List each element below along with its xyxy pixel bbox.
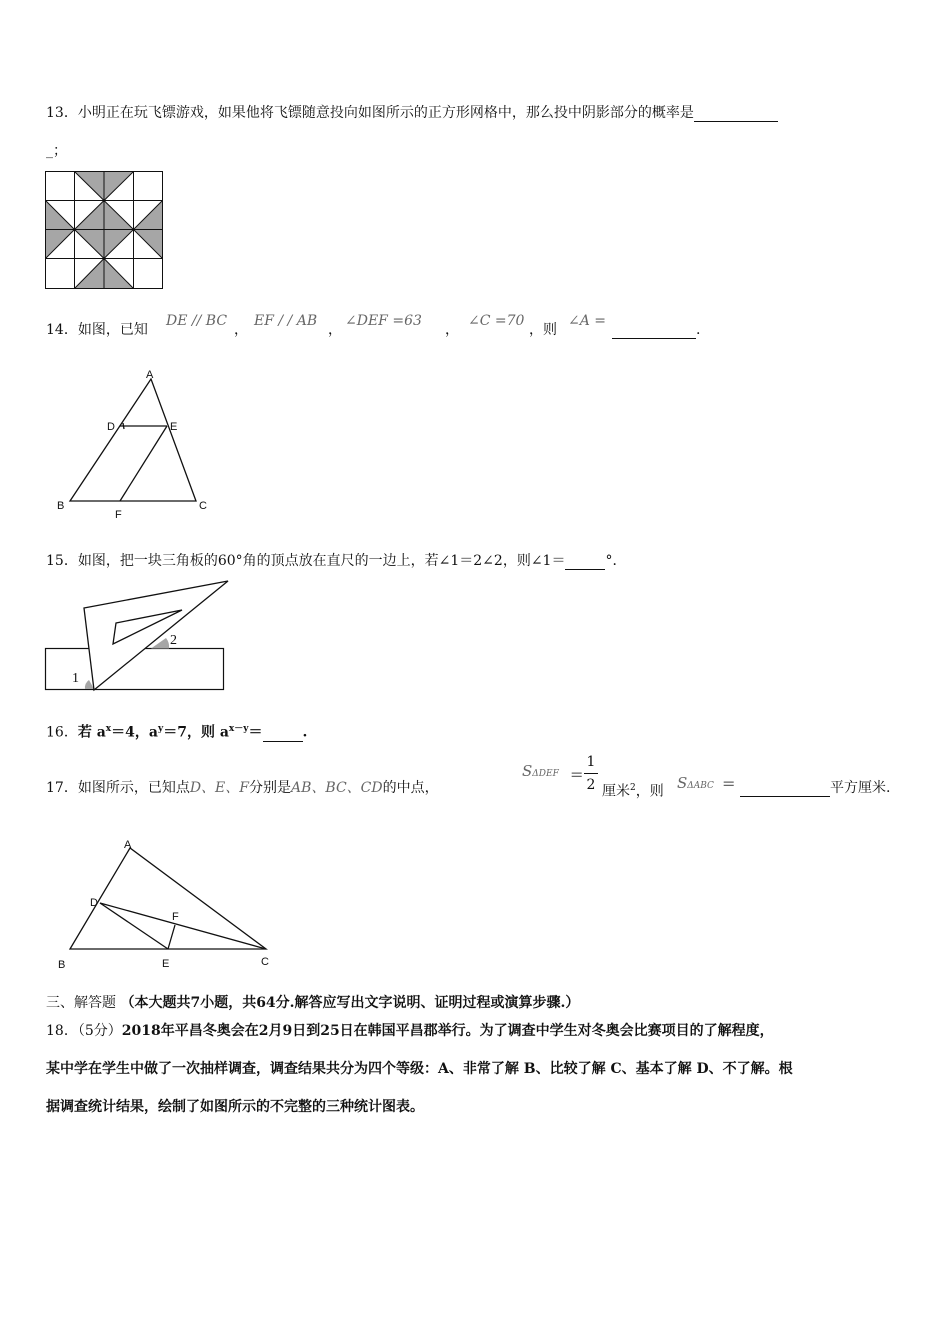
question-18-line-3: 据调查统计结果，绘制了如图所示的不完整的三种统计图表。 (46, 1099, 424, 1115)
question-13-text: 小明正在玩飞镖游戏，如果他将飞镖随意投向如图所示的正方形网格中，那么投中阴影部分的概率是 (77, 105, 694, 121)
question-13-number: 13． (46, 105, 78, 121)
unit-square: 2 (630, 783, 636, 793)
angle-label-2: 2 (170, 633, 177, 648)
question-17-tail: 平方厘米. (830, 780, 891, 796)
q16-part: ＝7，则 a (163, 724, 229, 741)
label-d: D (90, 897, 98, 909)
condition-angle-def: ∠DEF =63 (345, 313, 422, 329)
ruler-triangle-figure (44, 580, 234, 695)
question-18-score: （5分） (77, 1023, 122, 1039)
equals-sign: = (570, 765, 584, 784)
triangle-figure-17 (46, 836, 276, 976)
question-18-text-1: 2018年平昌冬奥会在2月9日到25日在韩国平昌郡举行。为了调查中学生对冬奥会比赛项目的了解程度， (121, 1023, 774, 1039)
question-18-line-2: 某中学在学生中做了一次抽样调查，调查结果共分为四个等级：A、非常了解 B、比较了解 C、基本了解 D、不了解。根 (46, 1061, 793, 1077)
exponent-x: x (105, 724, 112, 734)
label-f: F (172, 911, 179, 923)
area-abc-symbol (677, 774, 714, 792)
period: . (696, 322, 701, 338)
question-17-lead: 如图所示，已知点 (77, 780, 190, 796)
q16-part: ＝4，a (111, 724, 158, 741)
question-18-line-1 (46, 1022, 774, 1040)
question-14 (46, 321, 148, 339)
question-17-unit (602, 779, 664, 801)
q16-part: 若 a (77, 724, 106, 741)
answer-14 (612, 321, 700, 339)
label-b: B (58, 959, 66, 971)
question-13-tail: _； (46, 143, 67, 159)
s-symbol: S (677, 774, 688, 792)
answer-blank-16[interactable] (263, 727, 303, 742)
separator: ， (445, 322, 459, 338)
question-17-mid2: 的中点， (382, 780, 439, 796)
label-f: F (115, 509, 122, 521)
section-3-note: （本大题共7小题，共64分.解答应写出文字说明、证明过程或演算步骤.） (120, 995, 580, 1011)
question-15-end: °． (605, 553, 627, 569)
question-14-lead: 如图，已知 (77, 322, 148, 338)
answer-blank-13[interactable] (694, 107, 778, 122)
question-14-then: ，则 (529, 322, 557, 338)
question-15 (46, 552, 626, 570)
section-3-heading (46, 994, 579, 1012)
answer-blank-15[interactable] (565, 555, 605, 570)
separator: ， (234, 322, 248, 338)
dartboard-grid-figure (45, 171, 165, 289)
period: . (302, 724, 308, 741)
segments: AB、BC、CD (291, 780, 383, 796)
question-16-number: 16． (46, 724, 78, 741)
triangle-figure-14 (50, 366, 220, 526)
label-b: B (57, 500, 65, 512)
label-e: E (162, 958, 170, 970)
condition-ef-parallel-ab: EF / / AB (254, 313, 318, 329)
then-text: ，则 (635, 783, 664, 800)
question-17-number: 17． (46, 780, 78, 796)
label-a: A (124, 839, 132, 851)
question-18-number: 18． (46, 1023, 78, 1039)
q16-part: ＝ (248, 724, 263, 741)
question-16 (46, 720, 307, 742)
unit-text: 厘米 (602, 783, 630, 800)
separator: ， (328, 322, 342, 338)
question-14-number: 14． (46, 322, 78, 338)
subscript-abc: ΔABC (687, 781, 714, 791)
question-17-mid: 分别是 (249, 780, 291, 796)
condition-angle-c: ∠C =70 (468, 313, 525, 329)
label-e: E (170, 421, 178, 433)
label-a: A (146, 369, 154, 381)
label-c: C (199, 500, 207, 512)
angle-label-1: 1 (72, 671, 79, 686)
condition-de-parallel-bc: DE // BC (166, 313, 228, 329)
answer-blank-14[interactable] (612, 324, 696, 339)
subscript-def: ΔDEF (532, 769, 559, 779)
label-d: D (107, 421, 115, 433)
fraction-one-half (584, 754, 598, 793)
exponent-x-minus-y: x－y (228, 724, 249, 734)
points-def: D、E、F (189, 780, 249, 796)
angle-a-expression: ∠A = (568, 313, 607, 329)
exponent-y: y (157, 724, 164, 734)
s-symbol: S (522, 762, 533, 780)
question-15-text: 如图，把一块三角板的60°角的顶点放在直尺的一边上，若∠1＝2∠2，则∠1＝ (77, 553, 566, 569)
question-15-number: 15． (46, 553, 78, 569)
equals-sign: = (722, 774, 736, 793)
answer-17 (740, 779, 890, 797)
label-c: C (261, 956, 269, 968)
denominator: 2 (584, 773, 598, 793)
question-17 (46, 779, 439, 797)
numerator: 1 (586, 754, 596, 770)
answer-blank-17[interactable] (740, 782, 830, 797)
question-13 (46, 104, 778, 122)
area-def-symbol (522, 762, 559, 780)
section-3-title: 三、解答题 (46, 995, 116, 1011)
